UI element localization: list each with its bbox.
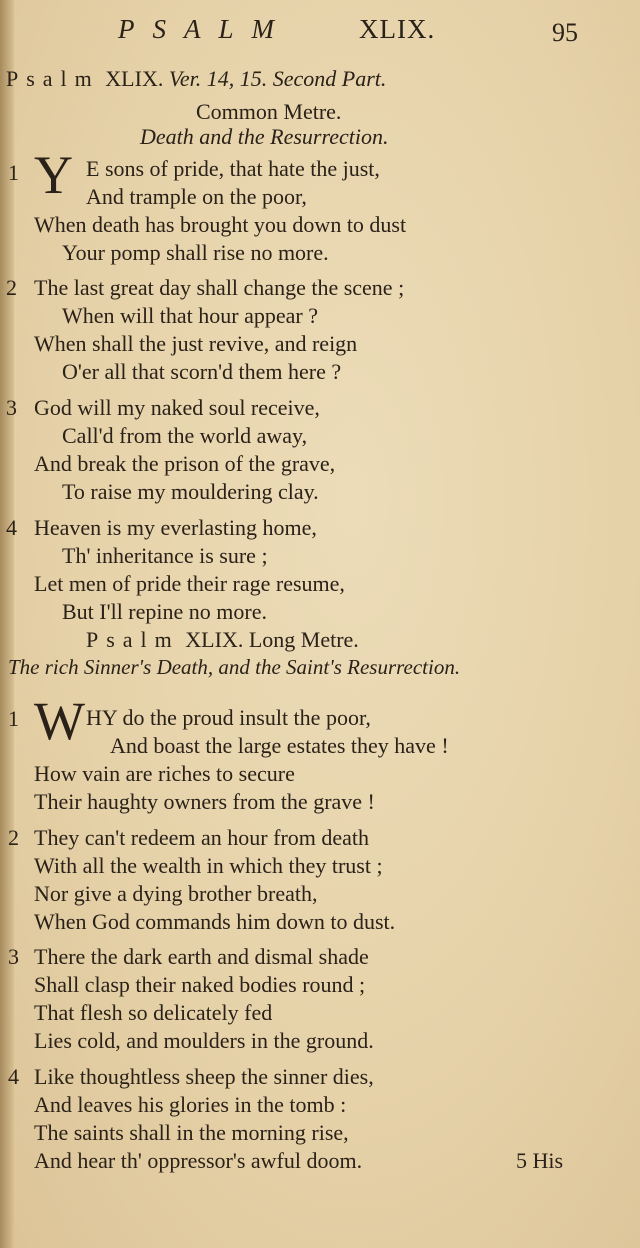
running-head-number: XLIX. xyxy=(359,14,436,44)
verse-line: When God commands him down to dust. xyxy=(34,909,396,934)
meter-label: Common Metre. xyxy=(196,99,342,124)
verse-line: Their haughty owners from the grave ! xyxy=(34,789,375,814)
verse-line: O'er all that scorn'd them here ? xyxy=(62,359,342,384)
verse-line: Let men of pride their rage resume, xyxy=(34,571,345,596)
verse-line: When will that hour appear ? xyxy=(62,303,318,328)
page-gutter xyxy=(0,0,14,1248)
verse-line: With all the wealth in which they trust ; xyxy=(34,853,383,878)
psalm-heading-title: Psalm xyxy=(6,66,100,91)
verse-line: HY do the proud insult the poor, xyxy=(86,705,371,730)
drop-cap: W xyxy=(34,691,85,751)
verse-line: Shall clasp their naked bodies round ; xyxy=(34,972,366,997)
stanza-number: 3 xyxy=(6,395,17,420)
stanza-number: 1 xyxy=(8,160,19,185)
verse-line: Call'd from the world away, xyxy=(62,423,308,448)
stanza-number: 3 xyxy=(8,944,19,969)
verse-line: That flesh so delicately fed xyxy=(34,1000,273,1025)
psalm-heading-verses: Ver. 14, 15. xyxy=(168,66,268,91)
verse-line: Th' inheritance is sure ; xyxy=(62,543,268,568)
psalm-heading-number: XLIX. xyxy=(185,627,244,652)
verse-line: Nor give a dying brother breath, xyxy=(34,881,318,906)
hymn-subtitle: Death and the Resurrection. xyxy=(140,124,389,149)
psalm-heading-title: Psalm xyxy=(86,627,180,652)
hymn-subtitle: The rich Sinner's Death, and the Saint's Resurrection. xyxy=(8,655,461,679)
stanza-number: 2 xyxy=(8,825,19,850)
verse-line: When death has brought you down to dust xyxy=(34,212,407,237)
verse-line: They can't redeem an hour from death xyxy=(34,825,370,850)
verse-line: How vain are riches to secure xyxy=(34,761,295,786)
psalm-heading-part-one xyxy=(6,66,386,92)
stanza-number: 2 xyxy=(6,275,17,300)
stanza-number: 4 xyxy=(6,515,17,540)
verse-line: But I'll repine no more. xyxy=(62,599,267,624)
psalm-heading-part-two xyxy=(86,627,359,653)
meter-label: Long Metre. xyxy=(248,627,359,652)
verse-line: When shall the just revive, and reign xyxy=(34,331,358,356)
verse-line: And break the prison of the grave, xyxy=(34,451,336,476)
verse-line: And trample on the poor, xyxy=(86,184,307,209)
verse-line: God will my naked soul receive, xyxy=(34,395,320,420)
drop-cap: Y xyxy=(34,145,73,205)
verse-line: Like thoughtless sheep the sinner dies, xyxy=(34,1064,374,1089)
verse-line: The saints shall in the morning rise, xyxy=(34,1120,349,1145)
page-number: 95 xyxy=(552,18,578,47)
running-head-title: PSALM xyxy=(118,14,292,44)
verse-line: The last great day shall change the scene ; xyxy=(34,275,405,300)
verse-line: There the dark earth and dismal shade xyxy=(34,944,369,969)
verse-line: And boast the large estates they have ! xyxy=(110,733,449,758)
psalm-heading-number: XLIX. xyxy=(105,66,164,91)
verse-line: And hear th' oppressor's awful doom. xyxy=(34,1148,363,1173)
verse-line: Heaven is my everlasting home, xyxy=(34,515,317,540)
verse-line: Your pomp shall rise no more. xyxy=(62,240,329,265)
catchword: 5 His xyxy=(516,1148,564,1173)
psalm-heading-part: Second Part. xyxy=(272,66,387,91)
stanza-number: 1 xyxy=(8,706,19,731)
verse-line: And leaves his glories in the tomb : xyxy=(34,1092,347,1117)
stanza-number: 4 xyxy=(8,1064,19,1089)
verse-line: To raise my mouldering clay. xyxy=(62,479,319,504)
verse-line: Lies cold, and moulders in the ground. xyxy=(34,1028,374,1053)
verse-line: E sons of pride, that hate the just, xyxy=(86,156,380,181)
